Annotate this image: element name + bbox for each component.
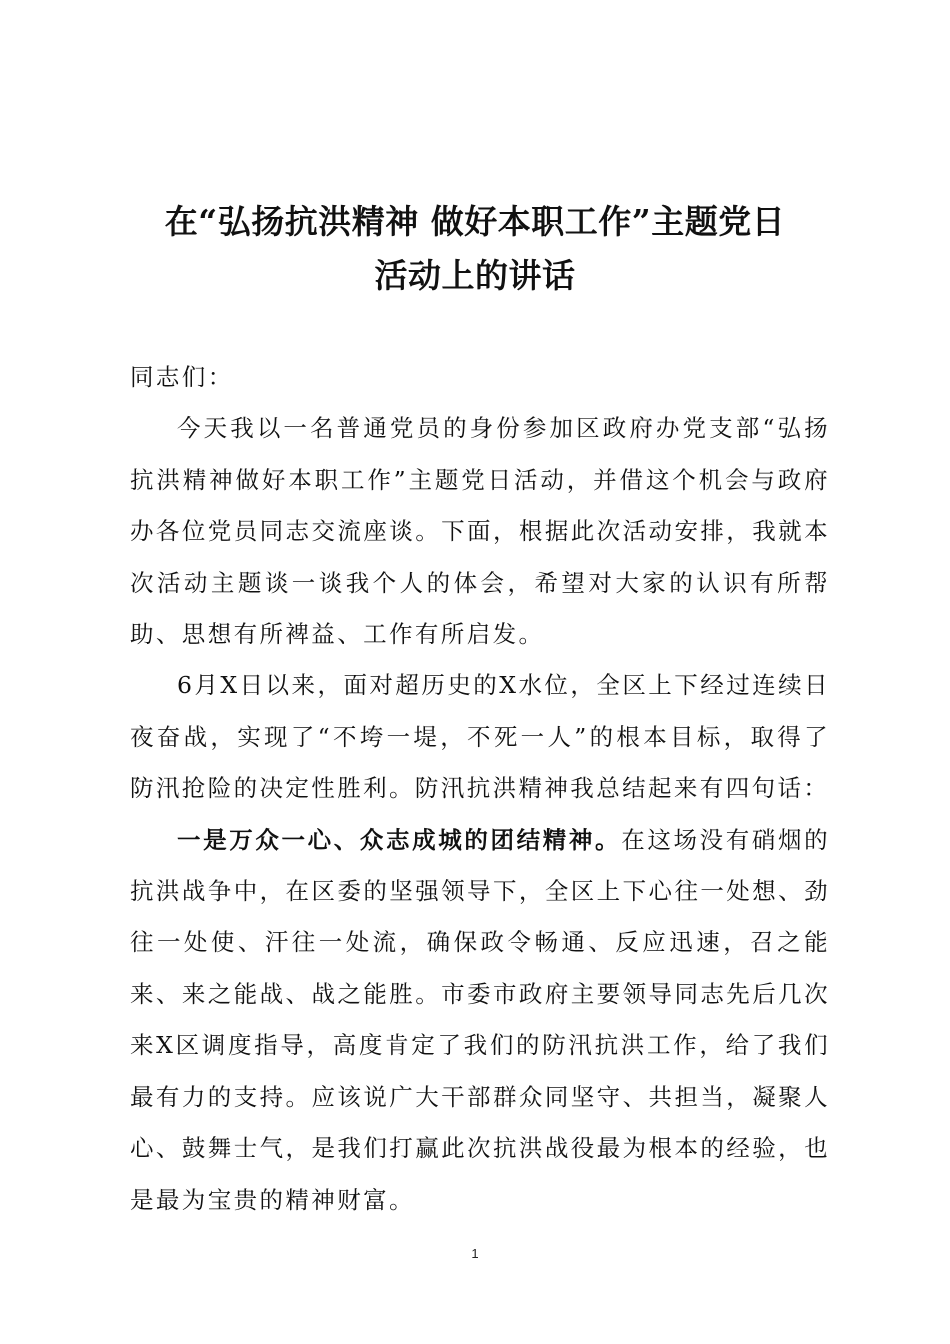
salutation: 同志们： [130, 363, 234, 391]
paragraph-2: 6月X日以来，面对超历史的X水位，全区上下经过连续日夜奋战，实现了“不垮一堤，不死一人”的根本目标，取得了防汛抢险的决定性胜利。防汛抗洪精神我总结起来有四句话： [130, 671, 830, 803]
paragraph-3-lead: 一是万众一心、众志成城的团结精神。 [177, 825, 622, 854]
document-title [100, 195, 850, 303]
title-line-1: 在“弘扬抗洪精神 做好本职工作”主题党日 [164, 202, 786, 241]
paragraph-1: 今天我以一名普通党员的身份参加区政府办党支部“弘扬抗洪精神做好本职工作”主题党日活动，并借这个机会与政府办各位党员同志交流座谈。下面，根据此次活动安排，我就本次活动主题谈一谈我个人的体会，希望对大家的认识有所帮助、思想有所裨益、工作有所启发。 [130, 414, 830, 649]
title-line-2: 活动上的讲话 [374, 256, 576, 295]
paragraph-3 [130, 815, 830, 1226]
paragraph-3-text: 在这场没有硝烟的抗洪战争中，在区委的坚强领导下，全区上下心往一处想、劲往一处使、汗往一处流，确保政令畅通、反应迅速，召之能来、来之能战、战之能胜。市委市政府主要领导同志先后几次来X区调度指导，高度肯定了我们的防汛抗洪工作，给了我们最有力的支持。应该说广大干部群众同坚守、共担当，凝聚人心、鼓舞士气，是我们打赢此次抗洪战役最为根本的经验，也是最为宝贵的精神财富。 [130, 825, 830, 1214]
document-body [130, 352, 830, 1226]
page-number: 1 [471, 1246, 479, 1261]
